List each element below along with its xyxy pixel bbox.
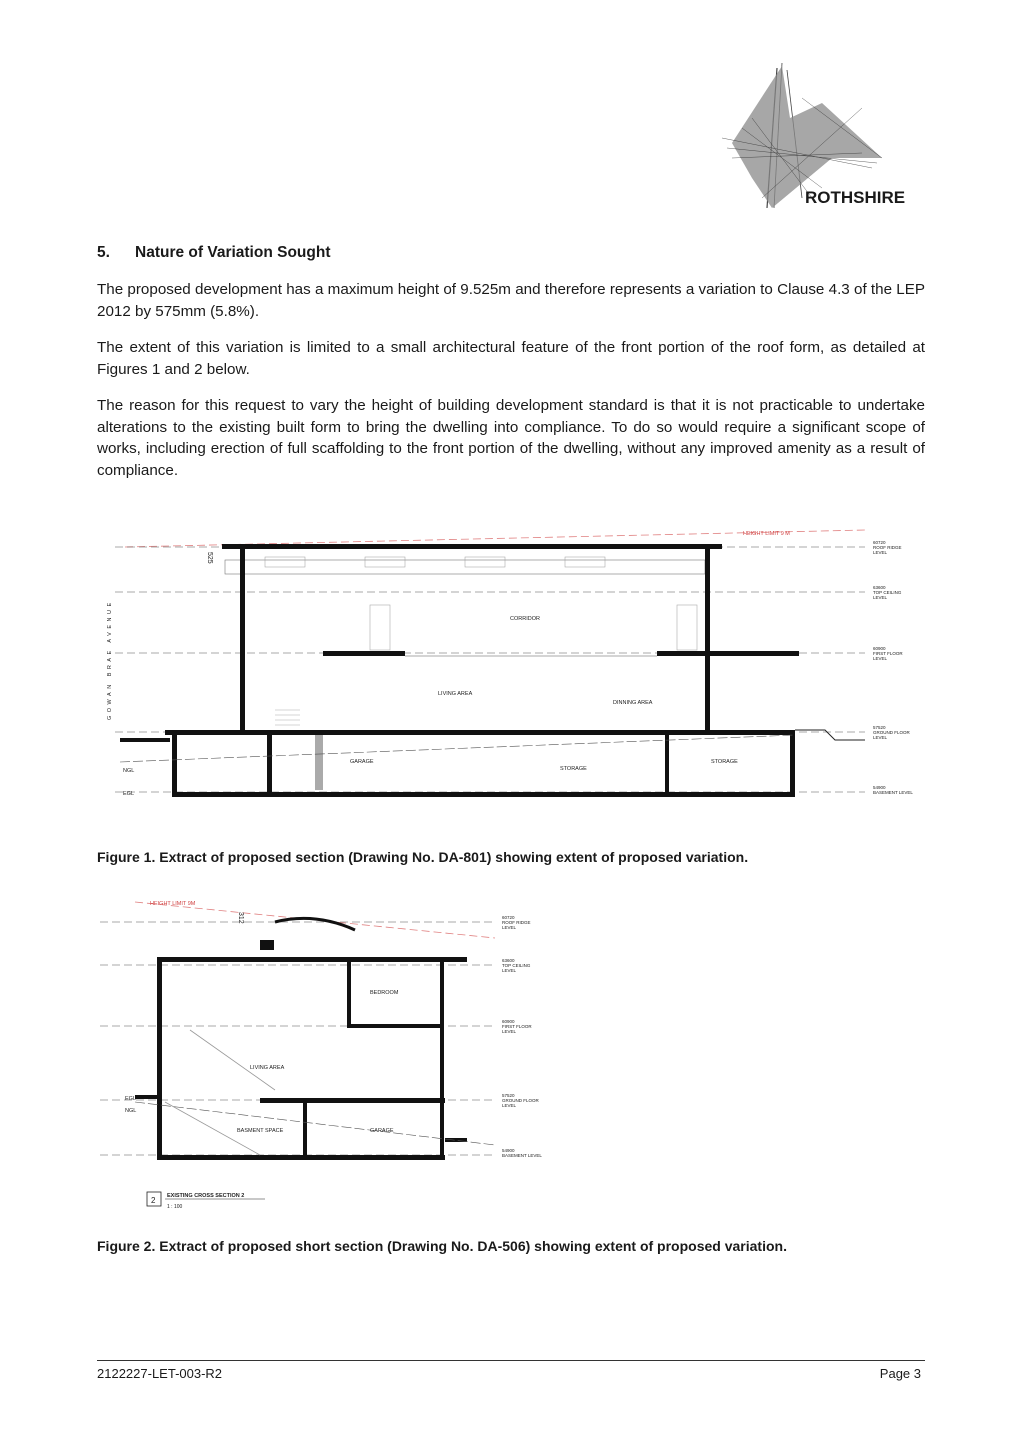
svg-text:60900: 60900: [873, 646, 886, 651]
svg-text:2: 2: [151, 1196, 156, 1205]
ngl-label: NGL: [123, 768, 135, 774]
svg-text:LEVEL: LEVEL: [873, 735, 888, 740]
title-block: [147, 1192, 265, 1210]
svg-text:LEVEL: LEVEL: [502, 925, 517, 930]
svg-text:57520: 57520: [502, 1093, 515, 1098]
paragraph-3: The reason for this request to vary the height of building development standard is that it is not practicable to undertake alterations to the existing built form to bring the dwelling into compliance. To do so would require a significant scope of works, including erection of full scaffolding to the front portion of the dwelling, without any improved amenity as a result of compliance.: [97, 397, 925, 479]
logo: [712, 58, 932, 218]
page-number: Page 3: [879, 1366, 921, 1381]
svg-text:54900: 54900: [502, 1148, 515, 1153]
svg-text:GROUND FLOOR: GROUND FLOOR: [502, 1098, 539, 1103]
svg-text:BASEMENT LEVEL: BASEMENT LEVEL: [873, 790, 913, 795]
svg-text:EXISTING CROSS SECTION 2: EXISTING CROSS SECTION 2: [167, 1193, 245, 1199]
svg-text:LEVEL: LEVEL: [873, 550, 888, 555]
footer-divider: [97, 1360, 925, 1361]
svg-text:ROOF RIDGE: ROOF RIDGE: [873, 545, 902, 550]
height-limit-label-2: HEIGHT LIMIT 9M: [150, 901, 196, 907]
dim-525: 525: [206, 552, 213, 564]
room-garage-2: GARAGE: [370, 1128, 394, 1134]
room-dinning: DINNING AREA: [613, 700, 653, 706]
svg-text:LEVEL: LEVEL: [502, 1103, 517, 1108]
dim-312: 312: [237, 912, 244, 924]
room-storage-2: STORAGE: [711, 759, 738, 765]
level-tags-2: [502, 915, 542, 1158]
logo-emblem: [712, 58, 932, 218]
svg-text:TOP CEILING: TOP CEILING: [873, 590, 902, 595]
figure-1-caption: Figure 1. Extract of proposed section (Drawing No. DA-801) showing extent of proposed variation.: [97, 849, 749, 865]
room-living: LIVING AREA: [438, 691, 473, 697]
egl-label-2: EGL: [125, 1096, 137, 1102]
svg-text:1 : 100: 1 : 100: [167, 1204, 183, 1210]
room-corridor: CORRIDOR: [510, 616, 540, 622]
figure-2-caption: Figure 2. Extract of proposed short section (Drawing No. DA-506) showing extent of proposed variation.: [97, 1238, 787, 1254]
svg-text:BASEMENT LEVEL: BASEMENT LEVEL: [502, 1153, 542, 1158]
room-living-2: LIVING AREA: [250, 1065, 285, 1071]
document-reference: 2122227-LET-003-R2: [97, 1366, 223, 1381]
paragraph-2: The extent of this variation is limited to a small architectural feature of the front portion of the roof form, as detailed at Figures 1 and 2 below.: [97, 339, 925, 378]
figure-2-drawing: [95, 890, 555, 1225]
room-bedroom: BEDROOM: [370, 990, 399, 996]
svg-text:60720: 60720: [873, 540, 886, 545]
svg-text:63600: 63600: [502, 958, 515, 963]
svg-text:63600: 63600: [873, 585, 886, 590]
section-number: 5.: [97, 244, 110, 261]
svg-text:FIRST FLOOR: FIRST FLOOR: [502, 1024, 532, 1029]
svg-text:LEVEL: LEVEL: [873, 656, 888, 661]
svg-text:ROOF RIDGE: ROOF RIDGE: [502, 920, 531, 925]
street-label: GOWAN BRAE AVENUE: [107, 599, 113, 720]
figure-1-drawing: [95, 520, 915, 825]
section-title: Nature of Variation Sought: [135, 244, 331, 261]
room-garage: GARAGE: [350, 759, 374, 765]
section-heading: [97, 244, 330, 262]
svg-text:LEVEL: LEVEL: [502, 968, 517, 973]
svg-text:TOP CEILING: TOP CEILING: [502, 963, 531, 968]
room-basement: BASMENT SPACE: [237, 1128, 284, 1134]
ngl-label-2: NGL: [125, 1108, 137, 1114]
paragraph-1: The proposed development has a maximum height of 9.525m and therefore represents a variation to Clause 4.3 of the LEP 2012 by 575mm (5.8%).: [97, 281, 925, 320]
svg-text:LEVEL: LEVEL: [502, 1029, 517, 1034]
svg-text:60900: 60900: [502, 1019, 515, 1024]
logo-text: ROTHSHIRE: [805, 188, 906, 207]
svg-text:FIRST FLOOR: FIRST FLOOR: [873, 651, 903, 656]
level-tags: [873, 540, 913, 795]
egl-label: EGL: [123, 791, 135, 797]
svg-text:60720: 60720: [502, 915, 515, 920]
svg-text:57520: 57520: [873, 725, 886, 730]
room-storage-1: STORAGE: [560, 766, 587, 772]
height-limit-label: HEIGHT LIMIT 9 M: [743, 531, 790, 537]
svg-text:LEVEL: LEVEL: [873, 595, 888, 600]
svg-text:54900: 54900: [873, 785, 886, 790]
svg-text:GROUND FLOOR: GROUND FLOOR: [873, 730, 910, 735]
